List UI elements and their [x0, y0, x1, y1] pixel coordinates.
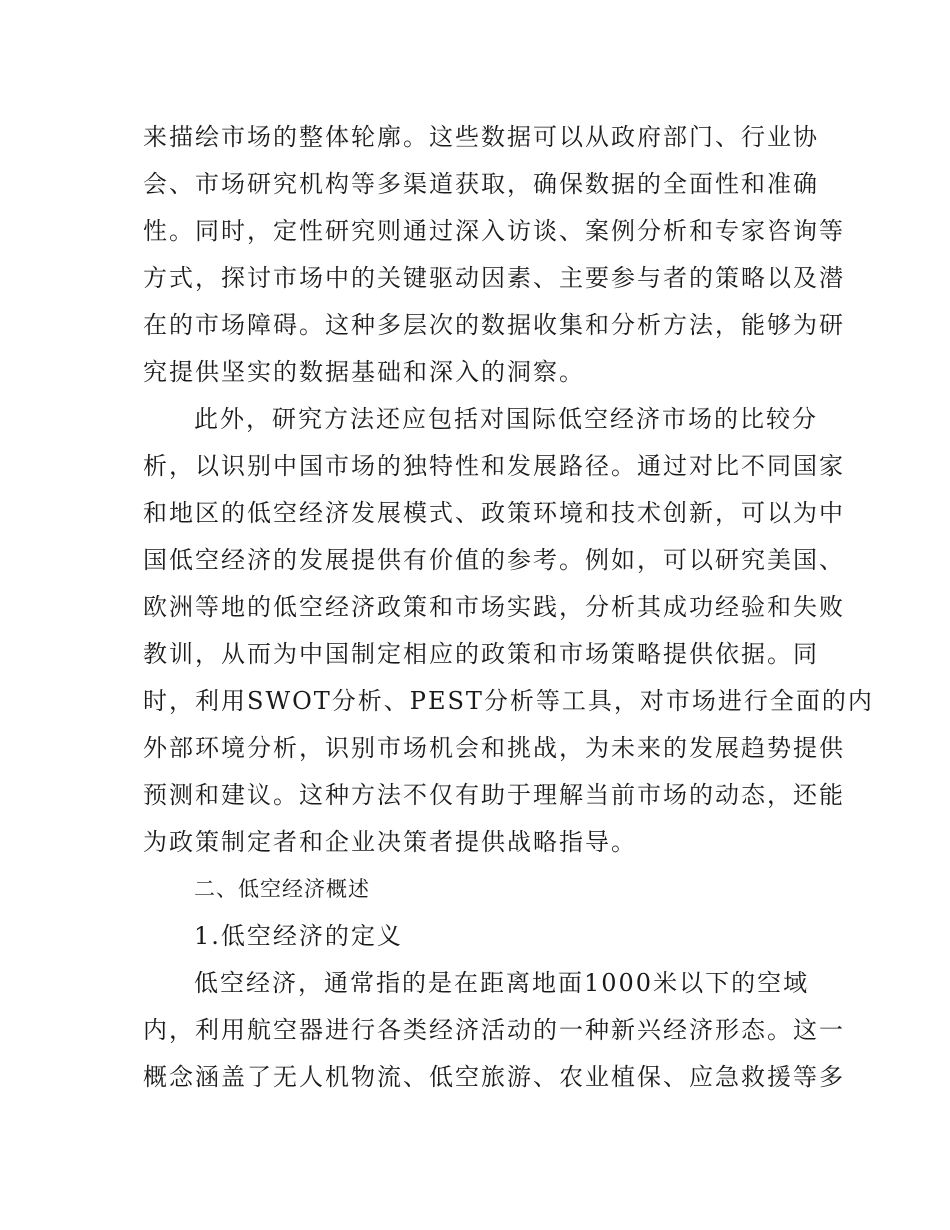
- paragraph-2-line-7: 时，利用SWOT分析、PEST分析等工具，对市场进行全面的内: [143, 687, 874, 715]
- paragraph-1-line-4: 方式，探讨市场中的关键驱动因素、主要参与者的策略以及潜: [143, 264, 845, 292]
- section-heading: 二、低空经济概述: [194, 877, 370, 901]
- paragraph-2-line-1: 此外，研究方法还应包括对国际低空经济市场的比较分: [194, 405, 818, 433]
- paragraph-1-line-5: 在的市场障碍。这种多层次的数据收集和分析方法，能够为研: [143, 311, 845, 339]
- paragraph-2-line-5: 欧洲等地的低空经济政策和市场实践，分析其成功经验和失败: [143, 593, 845, 621]
- paragraph-2-line-8: 外部环境分析，识别市场机会和挑战，为未来的发展趋势提供: [143, 734, 845, 762]
- paragraph-1-line-3: 性。同时，定性研究则通过深入访谈、案例分析和专家咨询等: [143, 217, 845, 245]
- paragraph-1-line-1: 来描绘市场的整体轮廓。这些数据可以从政府部门、行业协: [143, 123, 819, 151]
- paragraph-2-line-3: 和地区的低空经济发展模式、政策环境和技术创新，可以为中: [143, 499, 845, 527]
- paragraph-2-line-10: 为政策制定者和企业决策者提供战略指导。: [143, 828, 637, 856]
- paragraph-2-line-9: 预测和建议。这种方法不仅有助于理解当前市场的动态，还能: [143, 781, 845, 809]
- paragraph-3-line-1: 低空经济，通常指的是在距离地面1000米以下的空域: [194, 969, 810, 997]
- paragraph-3-line-3: 概念涵盖了无人机物流、低空旅游、农业植保、应急救援等多: [143, 1063, 845, 1091]
- subsection-heading: 1.低空经济的定义: [194, 922, 403, 950]
- paragraph-1-line-6: 究提供坚实的数据基础和深入的洞察。: [143, 358, 585, 386]
- paragraph-3-line-2: 内，利用航空器进行各类经济活动的一种新兴经济形态。这一: [143, 1016, 845, 1044]
- paragraph-2-line-4: 国低空经济的发展提供有价值的参考。例如，可以研究美国、: [143, 546, 845, 574]
- paragraph-2-line-6: 教训，从而为中国制定相应的政策和市场策略提供依据。同: [143, 640, 819, 668]
- paragraph-2-line-2: 析，以识别中国市场的独特性和发展路径。通过对比不同国家: [143, 452, 845, 480]
- paragraph-1-line-2: 会、市场研究机构等多渠道获取，确保数据的全面性和准确: [143, 170, 819, 198]
